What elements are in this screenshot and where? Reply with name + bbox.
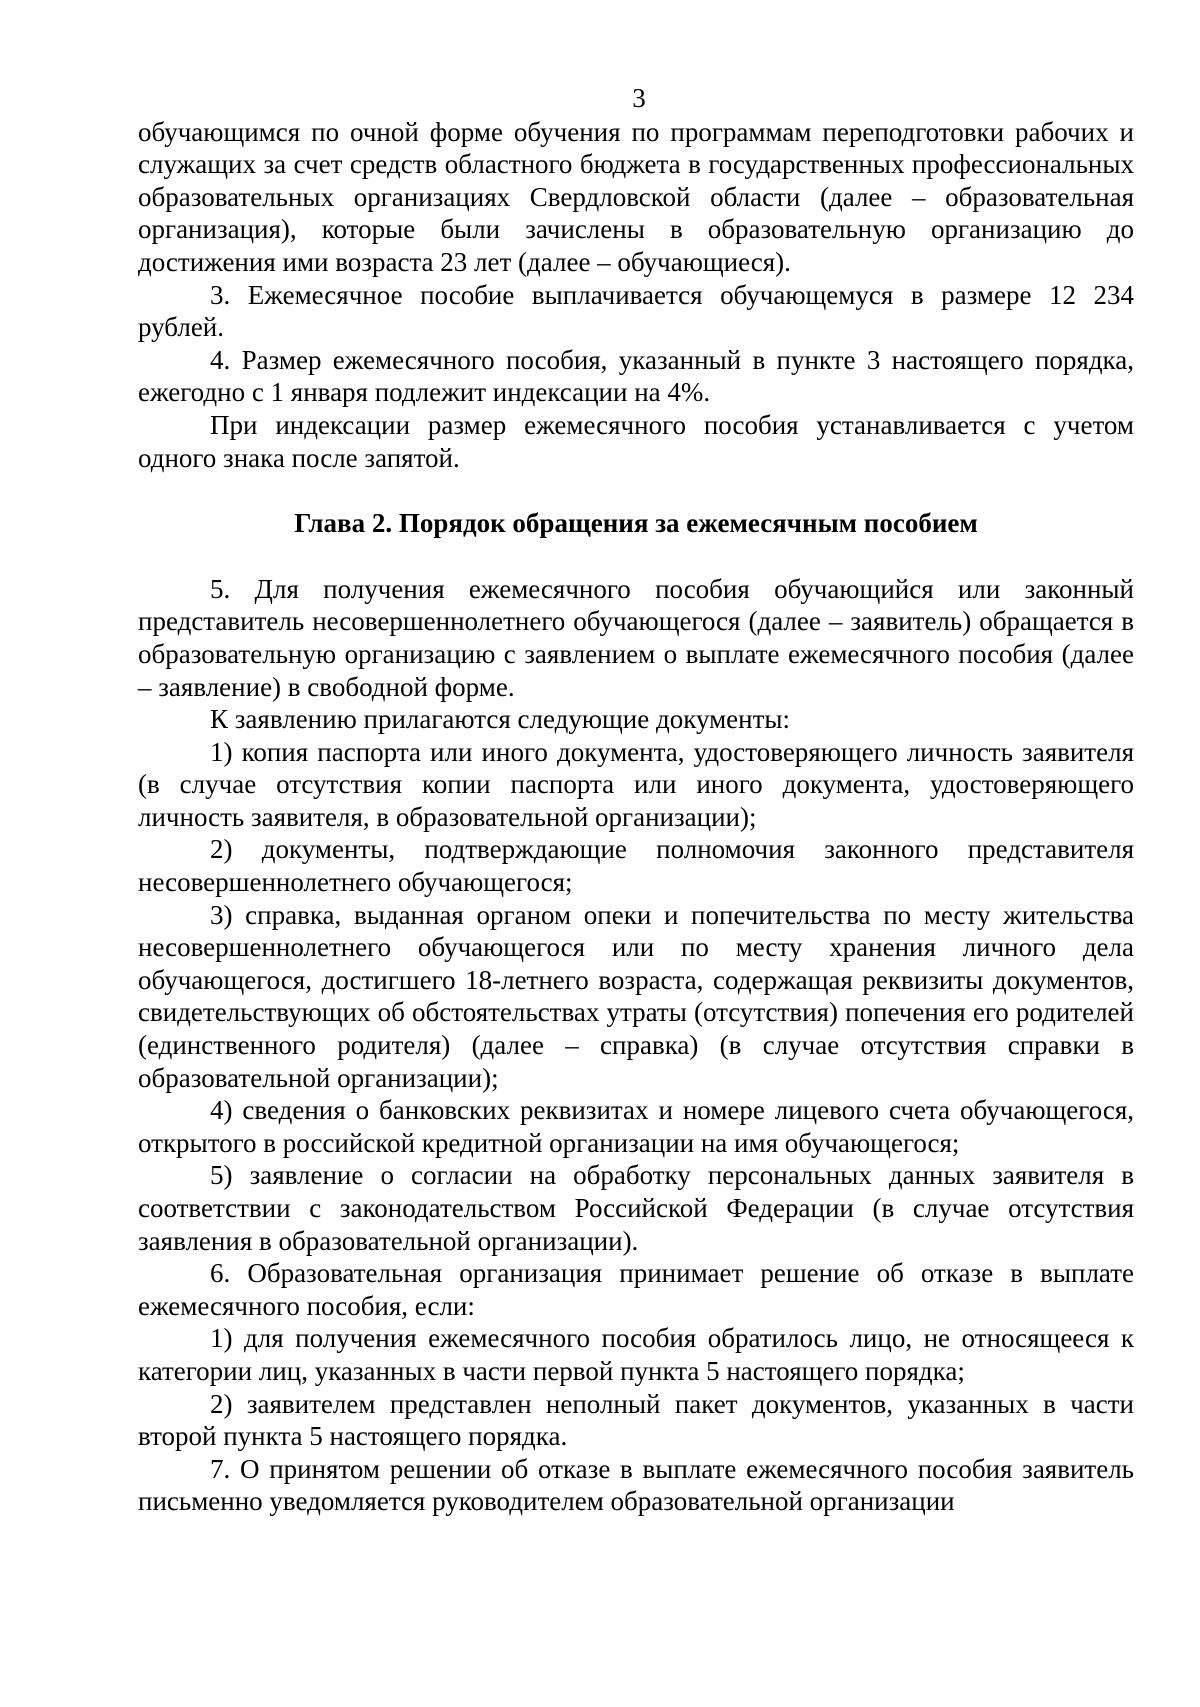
paragraph-item-4: 4. Размер ежемесячного пособия, указанный в пункте 3 настоящего порядка, ежегодно с 1 января подлежит индексации на 4%. <box>138 344 1134 408</box>
paragraph-documents-intro: К заявлению прилагаются следующие документы: <box>210 704 791 735</box>
paragraph-continuation: обучающимся по очной форме обучения по программам переподготовки рабочих и служащих за счет средств областного бюджета в государственных профессиональных образовательных организациях Свердловской области (далее – образовательная организация), которые были зачислены в образовательную организацию до достижения ими возраста 23 лет (далее – обучающиеся). <box>138 116 1134 277</box>
paragraph-item-6: 6. Образовательная организация принимает решение об отказе в выплате ежемесячного пособия, если: <box>138 1258 1134 1321</box>
paragraph-item-7: 7. О принятом решении об отказе в выплате ежемесячного пособия заявитель письменно уведомляется руководителем образовательной организации <box>138 1453 1134 1517</box>
paragraph-indexation: При индексации размер ежемесячного пособия устанавливается с учетом одного знака после запятой. <box>138 409 1134 473</box>
list-item-certificate: 3) справка, выданная органом опеки и попечительства по месту жительства несовершеннолетнего обучающегося или по месту хранения личного дела обучающегося, достигшего 18-летнего возраста, содержащая реквизиты документов, свидетельствующих об обстоятельствах утраты (отсутствия) попечения его родителей (единственного родителя) (далее – справка) (в случае отсутствия справки в образовательной организации); <box>138 899 1134 1093</box>
list-item-bank-details: 4) сведения о банковских реквизитах и номере лицевого счета обучающегося, открытого в российской кредитной организации на имя обучающегося; <box>138 1095 1134 1158</box>
list-item-passport: 1) копия паспорта или иного документа, удостоверяющего личность заявителя (в случае отсутствия копии паспорта или иного документа, удостоверяющего личность заявителя, в образовательной организации); <box>138 736 1134 832</box>
list-item-refusal-1: 1) для получения ежемесячного пособия обратилось лицо, не относящееся к категории лиц, указанных в части первой пункта 5 настоящего порядка; <box>138 1323 1134 1386</box>
chapter-heading: Глава 2. Порядок обращения за ежемесячным пособием <box>294 508 978 539</box>
list-item-consent: 5) заявление о согласии на обработку персональных данных заявителя в соответствии с законодательством Российской Федерации (в случае отсутствия заявления в образовательной организации). <box>138 1160 1134 1256</box>
page-number: 3 <box>632 83 646 113</box>
paragraph-item-3: 3. Ежемесячное пособие выплачивается обучающемуся в размере 12 234 рублей. <box>138 279 1134 343</box>
paragraph-item-5: 5. Для получения ежемесячного пособия обучающийся или законный представитель несовершеннолетнего обучающегося (далее – заявитель) обращается в образовательную организацию с заявлением о выплате ежемесячного пособия (далее – заявление) в свободной форме. <box>138 573 1134 702</box>
list-item-authority: 2) документы, подтверждающие полномочия законного представителя несовершеннолетнего обучающегося; <box>138 834 1134 898</box>
list-item-refusal-2: 2) заявителем представлен неполный пакет документов, указанных в части второй пункта 5 настоящего порядка. <box>138 1388 1134 1452</box>
document-page <box>138 82 1134 1518</box>
